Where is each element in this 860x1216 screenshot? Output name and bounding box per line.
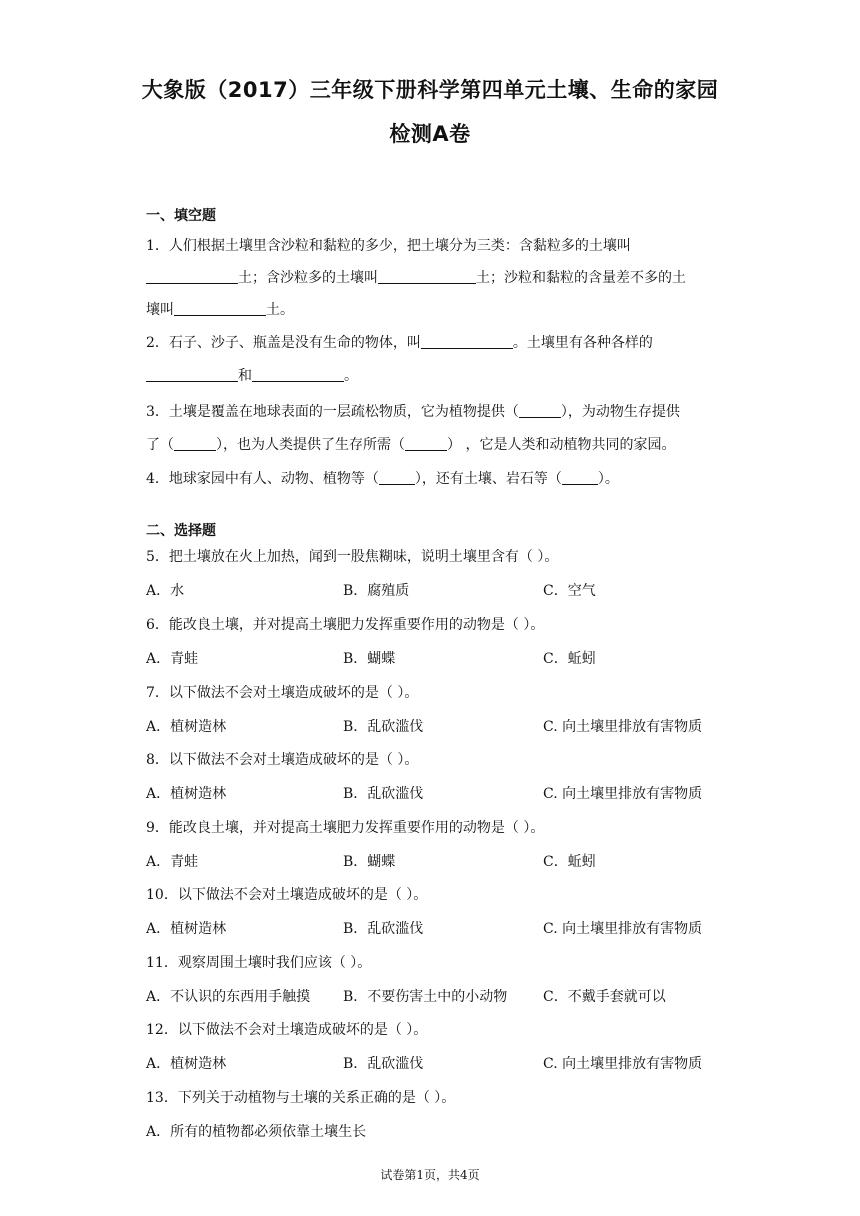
question-9: 9．能改良土壤，并对提高土壤肥力发挥重要作用的动物是（ ）。	[146, 820, 545, 836]
option-c[interactable]: C. 向土壤里排放有害物质	[543, 719, 703, 735]
question-1-text: 土；含沙粒多的土壤叫	[238, 270, 378, 286]
answer-blank[interactable]	[519, 403, 561, 418]
page-footer: 试卷第1页，共4页	[380, 1168, 480, 1182]
option-a[interactable]: A．水	[146, 583, 185, 599]
option-a[interactable]: A．植树造林	[146, 921, 227, 937]
question-3-text: ），为动物生存提供	[560, 404, 680, 420]
question-2-text: 2．石子、沙子、瓶盖是没有生命的物体，叫	[146, 335, 421, 351]
question-8: 8．以下做法不会对土壤造成破坏的是（ ）。	[146, 752, 419, 768]
option-a[interactable]: A．植树造林	[146, 719, 227, 735]
answer-blank[interactable]	[146, 366, 238, 382]
question-5: 5．把土壤放在火上加热，闻到一股焦糊味，说明土壤里含有（ ）。	[146, 549, 559, 565]
answer-blank[interactable]	[421, 333, 513, 349]
option-c[interactable]: C. 向土壤里排放有害物质	[543, 786, 703, 802]
option-a[interactable]: A．不认识的东西用手触摸	[146, 989, 311, 1005]
question-1-text: 土。	[266, 302, 294, 318]
question-1-text: 土；沙粒和黏粒的含量差不多的土	[476, 270, 686, 286]
question-4-text: 4．地球家园中有人、动物、植物等（	[146, 471, 379, 487]
question-4-text: ），还有土壤、岩石等（	[414, 471, 562, 487]
question-3-line-2	[146, 434, 675, 454]
question-1-text: 壤叫	[146, 302, 174, 318]
exam-title: 大象版（2017）三年级下册科学第四单元土壤、生命的家园	[141, 78, 719, 102]
option-a[interactable]: A．植树造林	[146, 786, 227, 802]
question-10: 10．以下做法不会对土壤造成破坏的是（ ）。	[146, 887, 428, 903]
option-a[interactable]: A．所有的植物都必须依靠土壤生长	[146, 1124, 367, 1140]
question-2-text: 。	[344, 368, 358, 384]
option-c[interactable]: C. 向土壤里排放有害物质	[543, 921, 703, 937]
question-11: 11．观察周围土壤时我们应该（ ）。	[146, 955, 372, 971]
section-heading-fill-blank: 一、填空题	[146, 208, 216, 224]
question-2-line-2	[146, 365, 358, 385]
question-2-text: 。土壤里有各种各样的	[512, 335, 653, 351]
answer-blank[interactable]	[252, 366, 344, 382]
option-b[interactable]: B．蝴蝶	[343, 651, 396, 667]
question-2-text: 和	[238, 368, 252, 384]
option-b[interactable]: B．腐殖质	[343, 583, 410, 599]
option-a[interactable]: A．植树造林	[146, 1056, 227, 1072]
question-2-line-1	[146, 332, 653, 352]
option-a[interactable]: A．青蛙	[146, 651, 199, 667]
question-1-line-2	[146, 267, 686, 287]
answer-blank[interactable]	[378, 268, 476, 284]
option-c[interactable]: C．空气	[543, 583, 596, 599]
question-3-text: ） ，它是人类和动植物共同的家园。	[447, 437, 676, 453]
question-1-text: 1．人们根据土壤里含沙粒和黏粒的多少，把土壤分为三类：含黏粒多的土壤叫	[146, 238, 631, 254]
question-7: 7．以下做法不会对土壤造成破坏的是（ ）。	[146, 685, 419, 701]
question-3-text: ），也为人类提供了生存所需（	[216, 437, 405, 453]
answer-blank[interactable]	[146, 268, 238, 284]
option-c[interactable]: C．蚯蚓	[543, 651, 596, 667]
option-a[interactable]: A．青蛙	[146, 854, 199, 870]
question-12: 12．以下做法不会对土壤造成破坏的是（ ）。	[146, 1022, 428, 1038]
option-c[interactable]: C．蚯蚓	[543, 854, 596, 870]
option-c[interactable]: C. 向土壤里排放有害物质	[543, 1056, 703, 1072]
question-4-line-1	[146, 468, 619, 488]
question-3-line-1	[146, 401, 680, 421]
question-1-line-3	[146, 299, 294, 319]
question-4-text: ）。	[597, 471, 619, 487]
option-b[interactable]: B．乱砍滥伐	[343, 1056, 424, 1072]
option-b[interactable]: B．乱砍滥伐	[343, 921, 424, 937]
option-c[interactable]: C．不戴手套就可以	[543, 989, 666, 1005]
option-b[interactable]: B．蝴蝶	[343, 854, 396, 870]
answer-blank[interactable]	[379, 470, 415, 485]
question-3-text: 3．土壤是覆盖在地球表面的一层疏松物质，它为植物提供（	[146, 404, 519, 420]
option-b[interactable]: B．乱砍滥伐	[343, 786, 424, 802]
answer-blank[interactable]	[174, 300, 266, 316]
option-b[interactable]: B．不要伤害土中的小动物	[343, 989, 508, 1005]
question-6: 6．能改良土壤，并对提高土壤肥力发挥重要作用的动物是（ ）。	[146, 617, 545, 633]
question-13: 13．下列关于动植物与土壤的关系正确的是（ ）。	[146, 1090, 456, 1106]
question-1-line-1	[146, 235, 631, 255]
answer-blank[interactable]	[405, 436, 447, 451]
section-heading-multiple-choice: 二、选择题	[146, 523, 216, 539]
answer-blank[interactable]	[562, 470, 598, 485]
exam-subtitle: 检测A卷	[389, 122, 471, 146]
option-b[interactable]: B．乱砍滥伐	[343, 719, 424, 735]
answer-blank[interactable]	[174, 436, 216, 451]
question-3-text: 了（	[146, 437, 174, 453]
